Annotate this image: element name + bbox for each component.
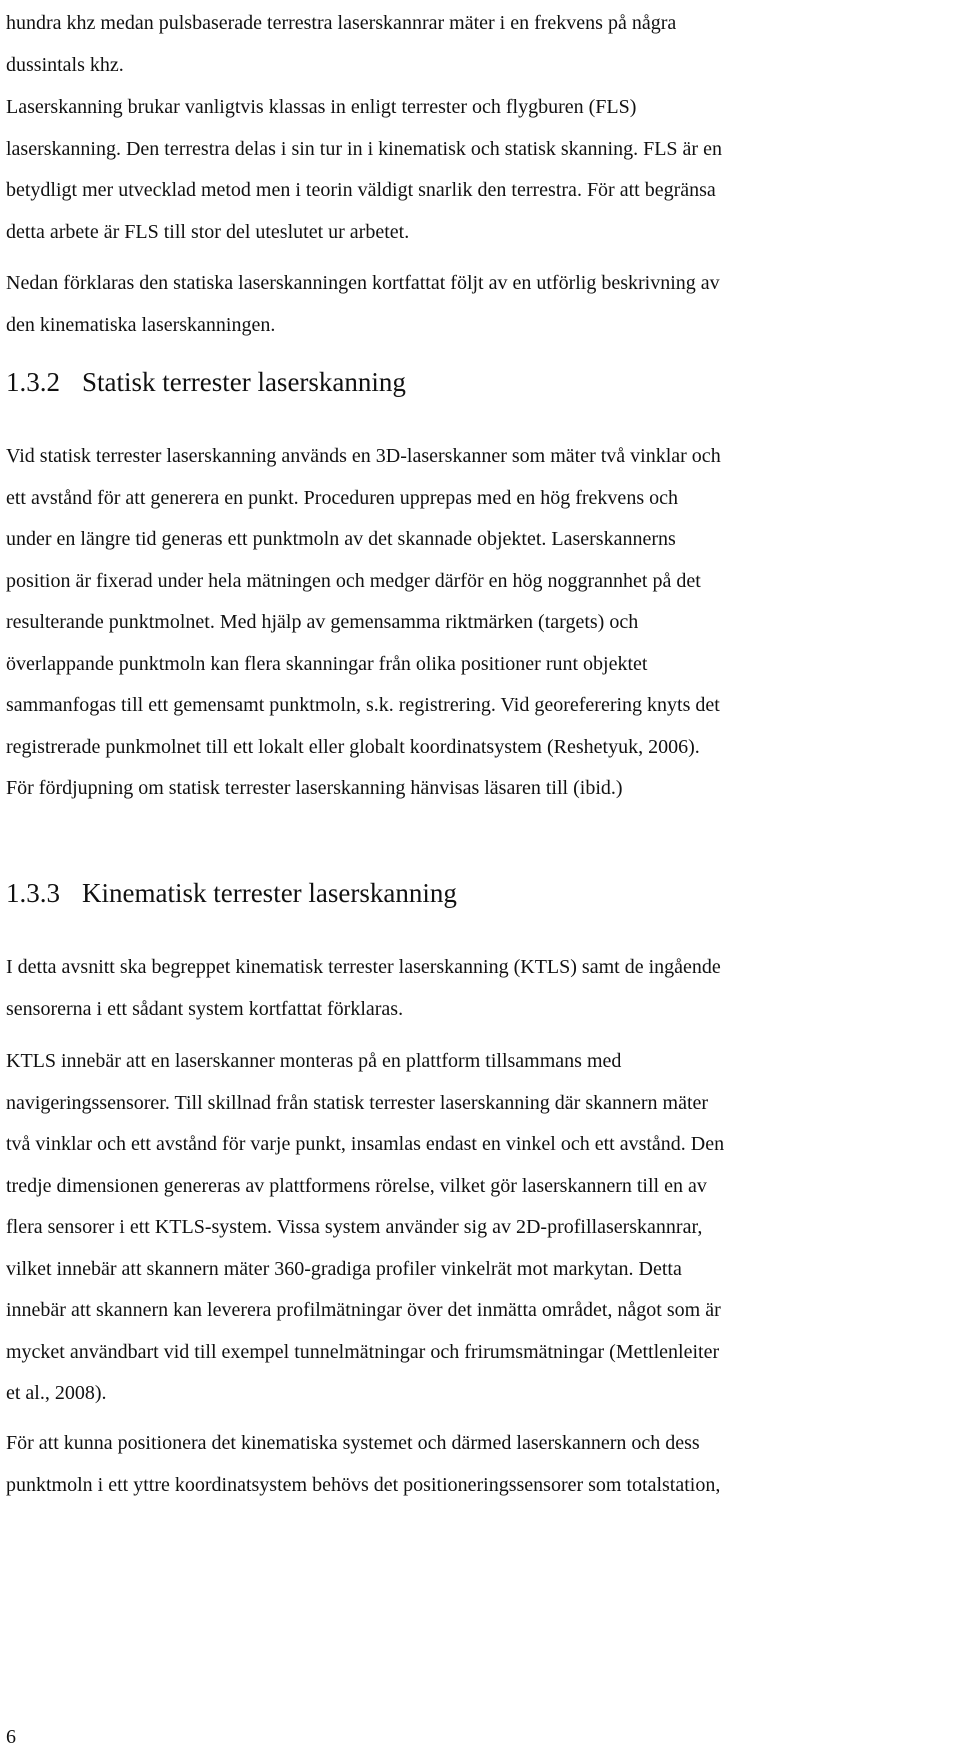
text-line: I detta avsnitt ska begreppet kinematisk terrester laserskanning (KTLS) samt de ingående bbox=[6, 956, 721, 978]
section-number: 1.3.3 bbox=[6, 878, 60, 908]
text-line: För fördjupning om statisk terrester laserskanning hänvisas läsaren till (ibid.) bbox=[6, 777, 623, 799]
text-line: et al., 2008). bbox=[6, 1382, 107, 1404]
text-line: överlappande punktmoln kan flera skanningar från olika positioner runt objektet bbox=[6, 652, 648, 675]
text-line: laserskanning. Den terrestra delas i sin tur in i kinematisk och statisk skanning. FLS är en bbox=[6, 137, 722, 160]
text-line: ett avstånd för att generera en punkt. Proceduren upprepas med en hög frekvens och bbox=[6, 486, 678, 509]
text-line: sammanfogas till ett gemensamt punktmoln, s.k. registrering. Vid georeferering knyts det bbox=[6, 694, 720, 716]
text-line: position är fixerad under hela mätningen och medger därför en hög noggrannhet på det bbox=[6, 569, 701, 592]
paragraph-classification bbox=[6, 87, 856, 253]
text-line: registrerade punkmolnet till ett lokalt eller globalt koordinatsystem (Reshetyuk, 2006). bbox=[6, 735, 700, 758]
text-line: vilket innebär att skannern mäter 360-gradiga profiler vinkelrät mot markytan. Detta bbox=[6, 1257, 682, 1280]
paragraph-ktls-intro bbox=[6, 947, 856, 1030]
section-heading-1-3-3 bbox=[6, 875, 457, 911]
paragraph-overview bbox=[6, 263, 856, 346]
paragraph-static-scanning bbox=[6, 436, 856, 810]
section-title: Kinematisk terrester laserskanning bbox=[82, 878, 457, 908]
text-line: mycket användbart vid till exempel tunnelmätningar och frirumsmätningar (Mettlenleiter bbox=[6, 1340, 720, 1363]
text-line: KTLS innebär att en laserskanner monteras på en plattform tillsammans med bbox=[6, 1050, 622, 1072]
text-line: innebär att skannern kan leverera profilmätningar över det inmätta området, något som är bbox=[6, 1299, 721, 1321]
section-heading-1-3-2 bbox=[6, 364, 406, 400]
page-number: 6 bbox=[6, 1726, 16, 1748]
text-line: Nedan förklaras den statiska laserskanningen kortfattat följt av en utförlig beskrivning av bbox=[6, 272, 720, 294]
text-line: Laserskanning brukar vanligtvis klassas in enligt terrester och flygburen (FLS) bbox=[6, 96, 637, 118]
text-line: betydligt mer utvecklad metod men i teorin väldigt snarlik den terrestra. För att begränsa bbox=[6, 179, 716, 201]
text-line: navigeringssensorer. Till skillnad från statisk terrester laserskanning där skannern mäter bbox=[6, 1091, 709, 1114]
text-line: tredje dimensionen genereras av plattformens rörelse, vilket gör laserskannern till en av bbox=[6, 1174, 707, 1197]
text-line: Vid statisk terrester laserskanning används en 3D-laserskanner som mäter två vinklar och bbox=[6, 445, 721, 467]
text-line: detta arbete är FLS till stor del uteslutet ur arbetet. bbox=[6, 220, 410, 243]
text-line: två vinklar och ett avstånd för varje punkt, insamlas endast en vinkel och ett avstånd. Den bbox=[6, 1133, 725, 1155]
section-title: Statisk terrester laserskanning bbox=[82, 367, 406, 397]
text-line: För att kunna positionera det kinematiska systemet och därmed laserskannern och dess bbox=[6, 1432, 700, 1454]
text-line: dussintals khz. bbox=[6, 53, 124, 76]
text-line: den kinematiska laserskanningen. bbox=[6, 313, 276, 336]
text-line: sensorerna i ett sådant system kortfattat förklaras. bbox=[6, 997, 404, 1020]
text-line: under en längre tid generas ett punktmoln av det skannade objektet. Laserskannerns bbox=[6, 528, 676, 550]
paragraph-ktls-description bbox=[6, 1041, 856, 1415]
paragraph-frequency-continued bbox=[6, 3, 856, 86]
section-number: 1.3.2 bbox=[6, 367, 60, 397]
paragraph-positioning bbox=[6, 1423, 856, 1506]
text-line: resulterande punktmolnet. Med hjälp av gemensamma riktmärken (targets) och bbox=[6, 611, 639, 633]
text-line: flera sensorer i ett KTLS-system. Vissa system använder sig av 2D-profillaserskannrar, bbox=[6, 1216, 703, 1238]
text-line: hundra khz medan pulsbaserade terrestra laserskannrar mäter i en frekvens på några bbox=[6, 12, 677, 34]
text-line: punktmoln i ett yttre koordinatsystem behövs det positioneringssensorer som totalstation, bbox=[6, 1473, 721, 1496]
